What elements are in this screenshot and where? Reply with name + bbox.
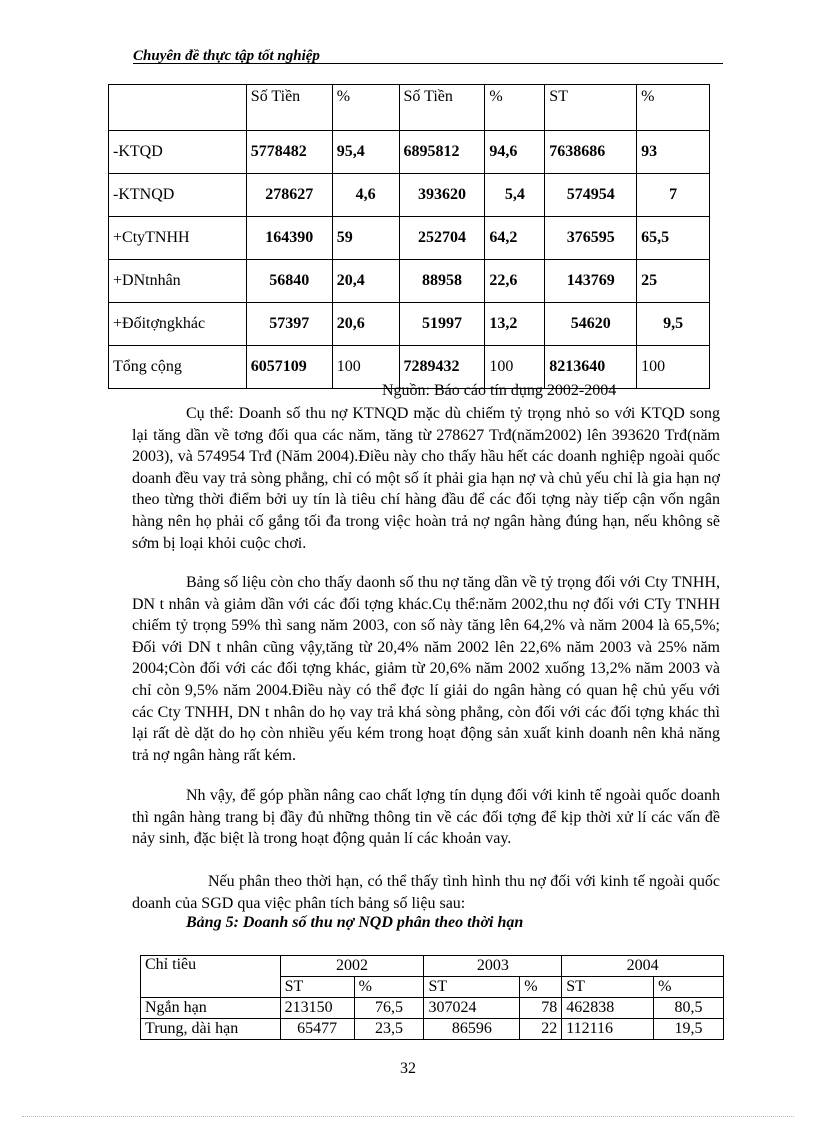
table-source: Nguồn: Báo cáo tín dụng 2002-2004: [382, 382, 617, 399]
table-cell: 20,6: [332, 303, 399, 346]
subheader-cell: ST: [424, 977, 520, 998]
paragraph-4: Nếu phân theo thời hạn, có thể thấy tình hình thu nợ đối với kinh tế ngoài quốc doanh của SGD qua việc phân tích bảng số liệu sau:: [132, 873, 720, 912]
table-cell: 13,2: [485, 303, 545, 346]
table-cell: 20,4: [332, 260, 399, 303]
table-cell: 9,5: [637, 303, 710, 346]
table-2: [140, 955, 724, 1040]
table-cell: 100: [332, 346, 399, 389]
header-cell: [109, 85, 247, 131]
table-cell: 5,4: [485, 174, 545, 217]
table-cell: 100: [485, 346, 545, 389]
table-cell: 86596: [424, 1019, 520, 1040]
table-cell: 51997: [399, 303, 485, 346]
header-cell: Chỉ tiêu: [141, 956, 281, 998]
table-cell: 59: [332, 217, 399, 260]
table-cell: 95,4: [332, 131, 399, 174]
table-cell: 7638686: [545, 131, 637, 174]
table-row: [109, 260, 710, 303]
paragraph-2: Bảng số liệu còn cho thấy daonh số thu nợ tăng dần về tỷ trọng đối với Cty TNHH, DN t nhân và giảm dần với các đối tợng khác.Cụ thể:năm 2002,thu nợ đối với CTy TNHH chiếm tỷ trọng 59% thì sang năm 2003, con số này tăng lên 64,2% và năm 2004 là 65,5%; Đối với DN t nhân cũng vậy,tăng từ 20,4% năm 2002 lên 22,6% năm 2003 và 25% năm 2004;Còn đối với các đối tợng khác, giảm từ 20,6% năm 2002 xuống 13,2% năm 2003 và chỉ còn 9,5% năm 2004.Điều này có thể đợc lí giải do ngân hàng có quan hệ chủ yếu với các Cty TNHH, DN t nhân do họ vay trả khá sòng phẳng, còn đối với các đối tợng khác thì lại rất dè dặt do họ còn nhiều yếu kém trong hoạt động sản xuất kinh doanh nên khả năng trả nợ ngân hàng rất kém.: [132, 574, 720, 764]
table-cell: 574954: [545, 174, 637, 217]
table-cell: 76,5: [354, 998, 424, 1019]
table-cell: 5778482: [246, 131, 332, 174]
table-cell: 393620: [399, 174, 485, 217]
header-rule: [133, 63, 723, 64]
page-number: 32: [400, 1060, 416, 1077]
table-row: [109, 174, 710, 217]
year-header: 2002: [280, 956, 424, 977]
subheader-cell: %: [354, 977, 424, 998]
table-cell: 19,5: [654, 1019, 724, 1040]
table-cell: 78: [520, 998, 562, 1019]
table-cell: 65,5: [637, 217, 710, 260]
header-cell: Số Tiền: [246, 85, 332, 131]
header-cell: ST: [545, 85, 637, 131]
row-label: -KTQD: [109, 131, 247, 174]
table-cell: 376595: [545, 217, 637, 260]
table-row: [141, 1019, 724, 1040]
table-cell: 7: [637, 174, 710, 217]
header-cell: Số Tiền: [399, 85, 485, 131]
row-label: +DNtnhân: [109, 260, 247, 303]
page-bottom-rule: [22, 1116, 794, 1117]
subheader-cell: ST: [562, 977, 654, 998]
subheader-cell: ST: [280, 977, 354, 998]
row-label: +CtyTNHH: [109, 217, 247, 260]
header-cell: %: [332, 85, 399, 131]
table-header-row: [109, 85, 710, 131]
row-label: Trung, dài hạn: [141, 1019, 281, 1040]
row-label: -KTNQD: [109, 174, 247, 217]
table-cell: 143769: [545, 260, 637, 303]
table-row: [109, 303, 710, 346]
table-cell: 23,5: [354, 1019, 424, 1040]
table-cell: 164390: [246, 217, 332, 260]
table-cell: 64,2: [485, 217, 545, 260]
table-row: [109, 217, 710, 260]
table-row: [109, 131, 710, 174]
table-1: [108, 84, 710, 389]
table-cell: 112116: [562, 1019, 654, 1040]
year-header: 2003: [424, 956, 562, 977]
subheader-cell: %: [654, 977, 724, 998]
table-cell: 8213640: [545, 346, 637, 389]
table-cell: 213150: [280, 998, 354, 1019]
page-header: Chuyên đề thực tập tốt nghiệp: [133, 48, 320, 64]
table-cell: 6057109: [246, 346, 332, 389]
table-cell: 22: [520, 1019, 562, 1040]
header-cell: %: [485, 85, 545, 131]
table-cell: 6895812: [399, 131, 485, 174]
table-cell: 54620: [545, 303, 637, 346]
table-cell: 462838: [562, 998, 654, 1019]
table-cell: 56840: [246, 260, 332, 303]
table-cell: 65477: [280, 1019, 354, 1040]
table-cell: 252704: [399, 217, 485, 260]
row-label: Ngắn hạn: [141, 998, 281, 1019]
table-cell: 80,5: [654, 998, 724, 1019]
row-label: +Đốitợngkhác: [109, 303, 247, 346]
header-cell: %: [637, 85, 710, 131]
table-caption: Bảng 5: Doanh số thu nợ NQD phân theo thời hạn: [186, 914, 524, 931]
table-cell: 25: [637, 260, 710, 303]
year-header: 2004: [562, 956, 724, 977]
table-cell: 278627: [246, 174, 332, 217]
table-header-row: [141, 956, 724, 977]
table-cell: 88958: [399, 260, 485, 303]
table-cell: 4,6: [332, 174, 399, 217]
subheader-cell: %: [520, 977, 562, 998]
table-cell: 307024: [424, 998, 520, 1019]
row-label: Tổng cộng: [109, 346, 247, 389]
table-cell: 94,6: [485, 131, 545, 174]
table-cell: 93: [637, 131, 710, 174]
paragraph-3: Nh vậy, để góp phần nâng cao chất lợng tín dụng đối với kinh tế ngoài quốc doanh thì ngân hàng trang bị đầy đủ những thông tin về các đối tợng để kịp thời xử lí các vấn đề nảy sinh, đặc biệt là trong hoạt động quản lí các khoản vay.: [132, 787, 720, 848]
paragraph-1: Cụ thể: Doanh số thu nợ KTNQD mặc dù chiếm tỷ trọng nhỏ so với KTQD song lại tăng dần về tơng đối qua các năm, tăng từ 278627 Trđ(năm2002) lên 393620 Trđ(năm 2003), và 574954 Trđ (Năm 2004).Điều này cho thấy hầu hết các doanh nghiệp ngoài quốc doanh đều vay trả sòng phẳng, chỉ có một số ít phải gia hạn nợ và chủ yếu chỉ là gia hạn nợ theo từng thời điểm bởi uy tín là tiêu chí hàng đầu để các đối tợng này tiếp cận vốn ngân hàng nên họ phải cố gắng tối đa trong việc hoàn trả nợ ngân hàng đúng hạn, nếu không sẽ sớm bị loại khỏi cuộc chơi.: [132, 405, 720, 552]
table-cell: 22,6: [485, 260, 545, 303]
table-cell: 57397: [246, 303, 332, 346]
table-cell: 7289432: [399, 346, 485, 389]
table-cell: 100: [637, 346, 710, 389]
table-row: [141, 998, 724, 1019]
